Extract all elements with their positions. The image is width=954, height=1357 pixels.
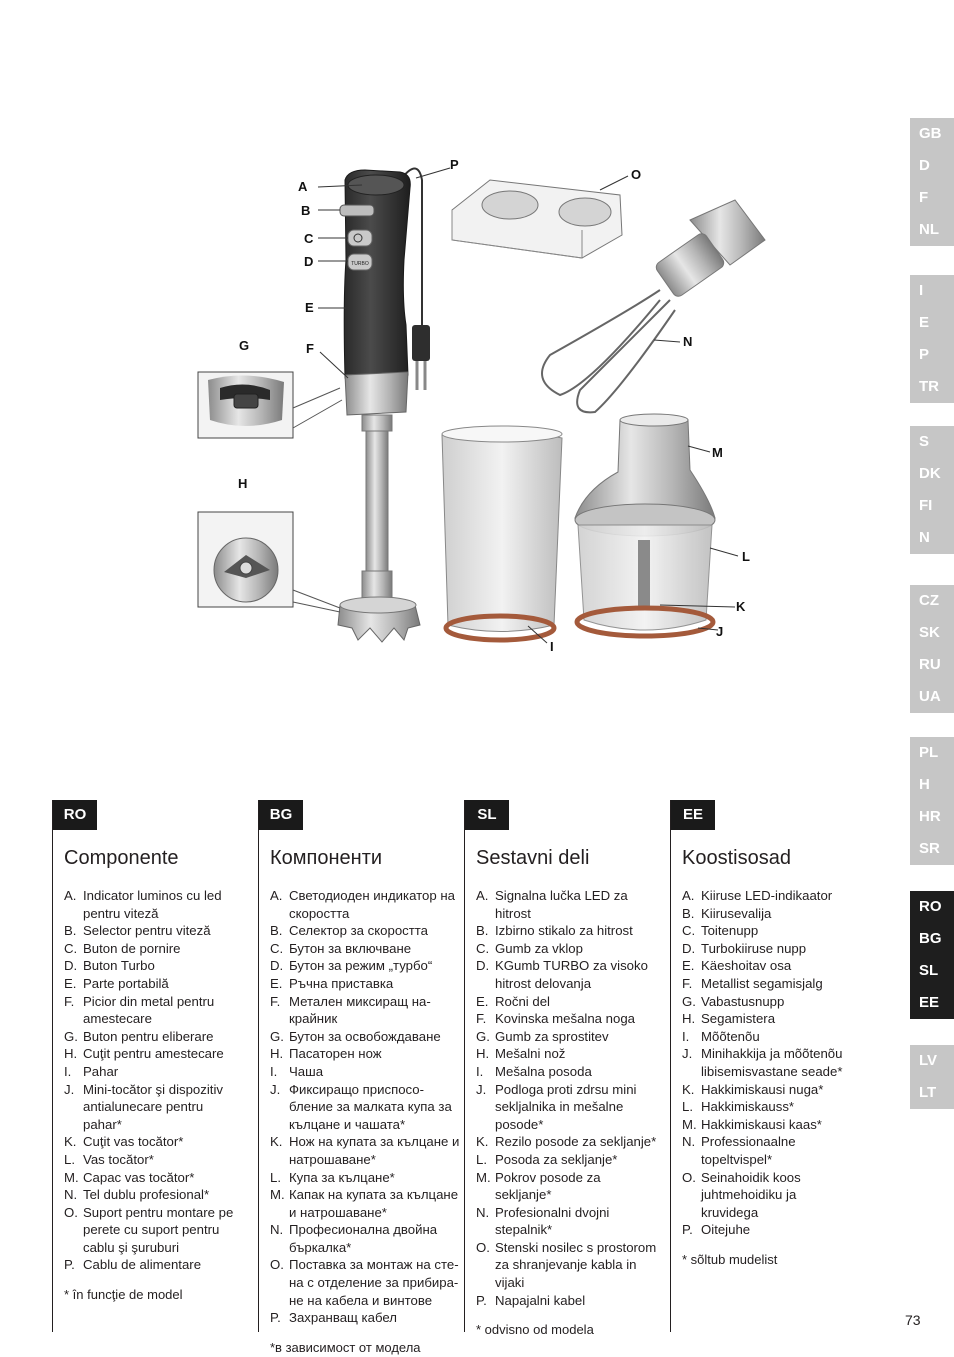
list-item xyxy=(64,1256,264,1274)
list-item xyxy=(476,887,676,922)
item-key: O. xyxy=(682,1169,696,1185)
list-item xyxy=(64,1028,264,1046)
item-text: Mešalna posoda xyxy=(495,1063,592,1079)
item-text: Kiirusevalija xyxy=(701,905,772,921)
language-tab-i[interactable]: I xyxy=(919,282,924,299)
list-item xyxy=(682,922,882,940)
list-item xyxy=(476,1081,676,1134)
product-figure xyxy=(190,150,770,660)
list-item xyxy=(270,1221,470,1256)
list-item xyxy=(64,1045,264,1063)
item-text: Buton pentru eliberare xyxy=(83,1028,214,1044)
list-item xyxy=(682,1098,882,1116)
item-key: F. xyxy=(64,993,75,1009)
callout-p: P xyxy=(450,157,459,172)
item-text: Toitenupp xyxy=(701,923,759,939)
item-text: Kiiruse LED-indikaator xyxy=(701,888,833,903)
column-sl xyxy=(464,800,665,1337)
item-key: A. xyxy=(476,888,489,903)
language-tab-pl[interactable]: PL xyxy=(919,744,939,761)
item-key: F. xyxy=(270,993,281,1009)
footnote: * sõltub mudelist xyxy=(682,1252,778,1267)
language-tab-lt[interactable]: LT xyxy=(919,1084,937,1101)
item-key: E. xyxy=(476,993,489,1009)
item-text: Vas tocător* xyxy=(83,1151,154,1167)
item-key: P. xyxy=(682,1222,693,1238)
turbo-button-marking: TURBO xyxy=(351,261,369,267)
list-item xyxy=(476,957,676,992)
list-item xyxy=(64,1169,264,1187)
language-tab-fi[interactable]: FI xyxy=(919,497,933,514)
item-text: Selector pentru viteză xyxy=(83,923,211,939)
list-item xyxy=(682,1081,882,1099)
item-key: K. xyxy=(682,1081,695,1097)
item-text: Hakkimiskausi nuga* xyxy=(701,1081,824,1097)
item-key: I. xyxy=(476,1063,484,1079)
callout-j: J xyxy=(716,624,724,639)
item-key: P. xyxy=(270,1310,281,1326)
item-key: O. xyxy=(476,1239,490,1255)
item-text: Mešalni nož xyxy=(495,1046,566,1062)
item-text: Podloga proti zdrsu mini sekljalnika in mešalne posode* xyxy=(495,1081,637,1132)
list-item xyxy=(682,1221,882,1239)
language-tab-s[interactable]: S xyxy=(919,433,930,450)
language-tab-p[interactable]: P xyxy=(919,346,930,363)
item-text: Захранващ кабел xyxy=(289,1310,397,1326)
item-key: A. xyxy=(682,888,695,903)
list-item xyxy=(682,905,882,923)
list-item xyxy=(476,1045,676,1063)
list-item xyxy=(682,887,882,905)
parts-list xyxy=(270,887,470,1327)
item-key: L. xyxy=(682,1099,693,1115)
item-text: Minihakkija ja mõõtenõu libisemisvastane seade* xyxy=(701,1046,843,1079)
language-tab-d[interactable]: D xyxy=(919,157,930,174)
list-item xyxy=(270,1186,470,1221)
item-key: P. xyxy=(476,1292,487,1308)
item-text: Gumb za sprostitev xyxy=(495,1028,609,1044)
item-text: Hakkimiskausi kaas* xyxy=(701,1116,822,1132)
item-key: G. xyxy=(270,1028,284,1044)
column-ro xyxy=(52,800,253,1332)
list-item xyxy=(476,940,676,958)
list-item xyxy=(270,1063,470,1081)
list-item xyxy=(682,1116,882,1134)
item-text: Tel dublu profesional* xyxy=(83,1187,210,1203)
item-key: N. xyxy=(476,1204,490,1220)
item-key: C. xyxy=(270,940,284,956)
item-text: Бутон за включване xyxy=(289,940,412,956)
beaker-image xyxy=(442,426,562,640)
item-key: B. xyxy=(64,923,77,939)
item-key: I. xyxy=(682,1028,690,1044)
language-tab-sr[interactable]: SR xyxy=(919,840,940,857)
item-key: D. xyxy=(270,958,284,974)
item-key: L. xyxy=(476,1151,487,1167)
item-key: E. xyxy=(64,975,77,991)
parts-list xyxy=(476,887,676,1309)
item-key: K. xyxy=(476,1134,489,1150)
item-text: Signalna lučka LED za hitrost xyxy=(495,888,628,921)
item-key: O. xyxy=(64,1204,78,1220)
item-text: Indicator luminos cu led pentru viteză xyxy=(83,888,222,921)
item-text: Gumb za vklop xyxy=(495,940,583,956)
column-title: Koostisosad xyxy=(682,847,791,869)
item-key: G. xyxy=(64,1028,78,1044)
callout-a: A xyxy=(298,179,308,194)
item-key: G. xyxy=(682,993,696,1009)
item-text: Ročni del xyxy=(495,993,550,1009)
item-key: H. xyxy=(64,1046,78,1062)
list-item xyxy=(682,1045,882,1080)
column-bg xyxy=(258,800,460,1355)
item-text: Metallist segamisjalg xyxy=(701,975,823,991)
list-item xyxy=(64,940,264,958)
language-badge: BG xyxy=(259,800,303,830)
column-ee xyxy=(670,800,871,1332)
item-key: H. xyxy=(270,1046,284,1062)
item-key: A. xyxy=(270,888,283,903)
item-key: D. xyxy=(476,958,490,974)
footnote: * odvisno od modela xyxy=(476,1322,594,1337)
language-tab-n[interactable]: N xyxy=(919,529,930,546)
language-tab-ee[interactable]: EE xyxy=(919,994,940,1011)
list-item xyxy=(682,1133,882,1168)
page-number: 73 xyxy=(905,1312,921,1328)
callout-f: F xyxy=(306,341,314,356)
list-item xyxy=(682,940,882,958)
callout-g: G xyxy=(239,338,250,353)
language-tab-group xyxy=(910,737,954,865)
item-text: Cablu de alimentare xyxy=(83,1257,202,1273)
list-item xyxy=(270,975,470,993)
item-key: M. xyxy=(64,1169,79,1185)
language-tab-group xyxy=(910,118,954,246)
item-text: Vabastusnupp xyxy=(701,993,785,1009)
item-text: Profesionalni dvojni stepalnik* xyxy=(495,1204,610,1238)
item-key: H. xyxy=(476,1046,490,1062)
callout-h: H xyxy=(238,476,248,491)
list-item xyxy=(476,1151,676,1169)
item-key: J. xyxy=(64,1081,75,1097)
item-key: M. xyxy=(270,1187,285,1203)
item-key: F. xyxy=(682,975,693,991)
callout-e: E xyxy=(305,300,314,315)
item-key: N. xyxy=(682,1134,696,1150)
list-item xyxy=(64,1133,264,1151)
item-key: L. xyxy=(64,1151,75,1167)
item-text: Seinahoidik koos juhtmehoidiku ja kruvidega xyxy=(701,1169,801,1220)
item-key: L. xyxy=(270,1169,281,1185)
item-text: Oitejuhe xyxy=(701,1222,751,1238)
language-tab-bg[interactable]: BG xyxy=(919,930,942,947)
list-item xyxy=(64,887,264,922)
language-tab-h[interactable]: H xyxy=(919,776,930,793)
item-text: Posoda za sekljanje* xyxy=(495,1151,618,1167)
item-text: Parte portabilă xyxy=(83,975,169,991)
footnote: *в зависимост от модела xyxy=(270,1340,421,1355)
callout-n: N xyxy=(683,334,693,349)
list-item xyxy=(270,922,470,940)
item-text: Нож на купата за кълцане и натрошаване* xyxy=(289,1134,460,1167)
list-item xyxy=(64,922,264,940)
item-text: Селектор за скоростта xyxy=(289,923,429,939)
list-item xyxy=(476,1133,676,1151)
item-key: C. xyxy=(64,940,78,956)
language-tab-f[interactable]: F xyxy=(919,189,929,206)
list-item xyxy=(476,993,676,1011)
language-tab-ro[interactable]: RO xyxy=(919,898,942,915)
item-key: C. xyxy=(682,923,696,939)
item-key: M. xyxy=(476,1169,491,1185)
list-item xyxy=(682,1028,882,1046)
item-key: D. xyxy=(64,958,78,974)
list-item xyxy=(682,1010,882,1028)
item-key: M. xyxy=(682,1116,697,1132)
language-tab-group xyxy=(910,1045,954,1109)
list-item xyxy=(270,993,470,1028)
item-key: J. xyxy=(682,1046,693,1062)
item-key: D. xyxy=(682,940,696,956)
list-item xyxy=(682,975,882,993)
list-item xyxy=(64,975,264,993)
item-key: N. xyxy=(270,1222,284,1238)
language-tab-lv[interactable]: LV xyxy=(919,1052,938,1069)
list-item xyxy=(270,1256,470,1309)
list-item xyxy=(476,922,676,940)
list-item xyxy=(64,1081,264,1134)
item-text: Buton de pornire xyxy=(83,940,181,956)
item-text: Бутон за режим „турбо“ xyxy=(289,958,433,974)
callout-d: D xyxy=(304,254,314,269)
blade-inset-image xyxy=(198,512,340,612)
item-text: Segamistera xyxy=(701,1011,776,1027)
callout-o: O xyxy=(631,167,642,182)
item-text: Бутон за освобождаване xyxy=(289,1028,441,1044)
item-text: Izbirno stikalo za hitrost xyxy=(495,923,633,939)
item-key: E. xyxy=(270,975,283,991)
item-text: Mõõtenõu xyxy=(701,1028,760,1044)
language-tab-gb[interactable]: GB xyxy=(919,125,942,142)
item-text: Светодиоден индикатор на скоростта xyxy=(289,888,455,921)
item-text: Поставка за монтаж на сте- на с отделение за прибира- не на кабела и винтове xyxy=(289,1257,459,1308)
parts-list xyxy=(64,887,264,1274)
language-tab-cz[interactable]: CZ xyxy=(919,592,939,609)
item-text: Фиксиращо приспосо- бление за малката купа за кълцане и чашата* xyxy=(289,1081,452,1132)
list-item xyxy=(270,957,470,975)
callout-k: K xyxy=(736,599,746,614)
list-item xyxy=(64,1204,264,1257)
item-text: Ръчна приставка xyxy=(289,975,394,991)
language-tab-tr[interactable]: TR xyxy=(919,378,939,395)
list-item xyxy=(64,1186,264,1204)
list-item xyxy=(64,957,264,975)
list-item xyxy=(270,1169,470,1187)
item-key: B. xyxy=(270,923,283,939)
language-tab-group xyxy=(910,585,954,713)
item-key: N. xyxy=(64,1187,78,1203)
language-tab-nl[interactable]: NL xyxy=(919,221,939,238)
item-key: I. xyxy=(270,1063,278,1079)
item-key: B. xyxy=(476,923,489,939)
language-badge: EE xyxy=(671,800,715,830)
item-key: O. xyxy=(270,1257,284,1273)
list-item xyxy=(476,1169,676,1204)
list-item xyxy=(682,1169,882,1222)
item-key: K. xyxy=(270,1134,283,1150)
item-text: Професионална двойна бъркалка* xyxy=(289,1222,438,1255)
list-item xyxy=(64,1063,264,1081)
item-text: Пасаторен нож xyxy=(289,1046,382,1062)
list-item xyxy=(270,1133,470,1168)
item-key: P. xyxy=(64,1257,75,1273)
language-tab-group xyxy=(910,891,954,1019)
wall-bracket-image xyxy=(452,180,622,258)
item-key: C. xyxy=(476,940,490,956)
list-item xyxy=(64,993,264,1028)
item-text: Купа за кълцане* xyxy=(289,1169,395,1185)
item-key: I. xyxy=(64,1063,72,1079)
item-text: Picior din metal pentru amestecare xyxy=(83,993,215,1027)
language-badge: SL xyxy=(465,800,509,830)
list-item xyxy=(270,1028,470,1046)
item-key: J. xyxy=(476,1081,487,1097)
item-text: Buton Turbo xyxy=(83,958,155,974)
item-text: Napajalni kabel xyxy=(495,1292,586,1308)
item-text: Capac vas tocător* xyxy=(83,1169,195,1185)
language-tab-sl[interactable]: SL xyxy=(919,962,939,979)
item-text: Cuţit pentru amestecare xyxy=(83,1046,224,1062)
list-item xyxy=(682,957,882,975)
list-item xyxy=(476,1028,676,1046)
item-text: Метален миксиращ на- крайник xyxy=(289,993,431,1027)
item-text: Pokrov posode za sekljanje* xyxy=(495,1169,601,1203)
language-tab-group xyxy=(910,426,954,554)
item-key: H. xyxy=(682,1011,696,1027)
item-text: Капак на купата за кълцане и натрошаване* xyxy=(289,1187,459,1220)
footnote: * în funcţie de model xyxy=(64,1287,183,1302)
list-item xyxy=(270,887,470,922)
callout-l: L xyxy=(742,549,750,564)
release-button-inset-image xyxy=(198,372,342,438)
language-tab-ru[interactable]: RU xyxy=(919,656,941,673)
item-key: J. xyxy=(270,1081,281,1097)
item-key: B. xyxy=(682,905,695,921)
list-item xyxy=(64,1151,264,1169)
list-item xyxy=(270,940,470,958)
language-badge: RO xyxy=(53,800,97,830)
parts-list xyxy=(682,887,882,1239)
item-text: Käeshoitav osa xyxy=(701,958,792,974)
list-item xyxy=(270,1081,470,1134)
language-tab-e[interactable]: E xyxy=(919,314,930,331)
item-text: Mini-tocător şi dispozitiv antialunecare pentru pahar* xyxy=(83,1081,223,1132)
list-item xyxy=(476,1292,676,1310)
column-title: Компоненти xyxy=(270,847,383,869)
column-title: Componente xyxy=(64,847,179,869)
item-key: A. xyxy=(64,888,77,903)
item-text: Hakkimiskauss* xyxy=(701,1099,795,1115)
callout-c: C xyxy=(304,231,314,246)
list-item xyxy=(270,1309,470,1327)
list-item xyxy=(476,1010,676,1028)
item-key: F. xyxy=(476,1011,487,1027)
item-text: Kovinska mešalna noga xyxy=(495,1011,636,1027)
list-item xyxy=(476,1239,676,1292)
list-item xyxy=(270,1045,470,1063)
list-item xyxy=(476,1063,676,1081)
language-tab-ua[interactable]: UA xyxy=(919,688,941,705)
item-key: K. xyxy=(64,1134,77,1150)
list-item xyxy=(476,1204,676,1239)
item-text: Turbokiiruse nupp xyxy=(701,940,807,956)
list-item xyxy=(682,993,882,1011)
item-text: Pahar xyxy=(83,1063,119,1079)
item-text: KGumb TURBO za visoko hitrost delovanja xyxy=(495,958,648,991)
item-text: Чаша xyxy=(289,1063,324,1079)
item-text: Suport pentru montare pe perete cu suport pentru cablu şi şuruburi xyxy=(83,1204,234,1255)
item-key: G. xyxy=(476,1028,490,1044)
item-text: Stenski nosilec s prostorom za shranjevanje kabla in vijaki xyxy=(495,1239,657,1291)
item-key: E. xyxy=(682,958,695,974)
callout-b: B xyxy=(301,203,311,218)
callout-i: I xyxy=(550,639,554,654)
language-tab-group xyxy=(910,275,954,403)
item-text: Cuţit vas tocător* xyxy=(83,1134,184,1150)
language-tab-hr[interactable]: HR xyxy=(919,808,941,825)
language-tab-dk[interactable]: DK xyxy=(919,465,941,482)
callout-m: M xyxy=(712,445,723,460)
hand-blender-image xyxy=(338,170,420,642)
column-title: Sestavni deli xyxy=(476,847,590,869)
item-text: Professionaalne topeltvispel* xyxy=(701,1134,796,1167)
item-text: Rezilo posode za sekljanje* xyxy=(495,1134,657,1150)
language-tab-sk[interactable]: SK xyxy=(919,624,940,641)
